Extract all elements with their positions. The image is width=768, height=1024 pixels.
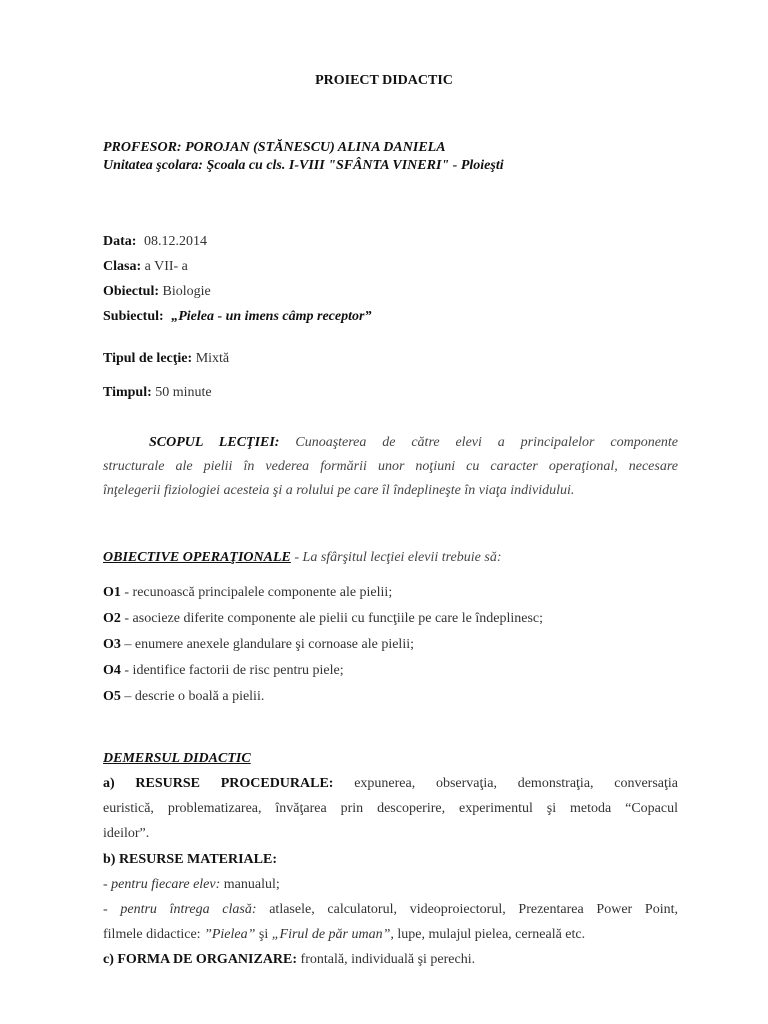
object-label: Obiectul: [103,284,159,299]
time-value: 50 minute [155,385,212,400]
demers-heading: DEMERSUL DIDACTIC [103,751,251,766]
object-value: Biologie [162,284,211,299]
per-student-text: manualul; [220,877,280,892]
subject-value: „Pielea - un imens câmp receptor” [171,309,372,324]
procedural-resources-line-2: euristică, problematizarea, învăţarea prin descoperire, experimentul şi metoda “Copacul [103,801,678,816]
objective-text: – enumere anexele glandulare şi cornoase ale pielii; [120,637,414,652]
objective-code: O1 [103,585,121,600]
school-unit: Unitatea şcolara: Şcoala cu cls. I-VIII "SFÂNTA VINERI" - Ploieşti [103,158,504,173]
date-value: 08.12.2014 [143,234,207,249]
lesson-type-row [103,350,229,368]
material-resources-label: b) RESURSE MATERIALE: [103,852,277,867]
scope-line-2: structurale ale pielii în vederea formării unor noţiuni cu caracter operaţional, necesare [103,459,678,474]
time-label: Timpul: [103,385,152,400]
objective-item [103,662,344,680]
objective-code: O5 [103,689,121,704]
procedural-resources-line-3: ideilor”. [103,826,150,841]
class-value: a VII- a [144,259,188,274]
objective-code: O3 [103,637,121,652]
scope-label: SCOPUL LECŢIEI: [149,435,280,450]
films-conjunction: şi [255,927,272,942]
material-resources-line-3 [103,926,585,944]
date-label: Data: [103,234,137,249]
objective-text: - identifice factorii de risc pentru piele; [120,663,344,678]
per-student-label: - pentru fiecare elev: [103,877,221,892]
lesson-type-label: Tipul de lecţie: [103,351,193,366]
subject-label: Subiectul: [103,309,164,324]
scope-text-1: Cunoaşterea de către elevi a principalelor componente [295,435,679,450]
object-row [103,283,211,301]
objective-item [103,688,264,706]
films-prefix: filmele didactice: [103,927,205,942]
teacher-name: PROFESOR: POROJAN (STĂNESCU) ALINA DANIELA [103,140,446,155]
film-pielea: ”Pielea” [204,927,256,942]
organization-form-row [103,951,475,969]
whole-class-label: - pentru întrega clasă: [103,902,257,917]
procedural-resources-line-1 [103,775,678,793]
objectives-heading: OBIECTIVE OPERAŢIONALE [103,550,291,565]
objective-item [103,584,392,602]
scope-line-3: înţelegerii fiziologiei acesteia şi a rolului pe care îl îndeplineşte în viaţa individului. [103,483,575,498]
date-row [103,233,207,251]
procedural-resources-text-1: expunerea, observaţia, demonstraţia, conversaţia [354,776,679,791]
subject-row [103,308,371,326]
film-firul-de-par: „Firul de păr uman”, [271,927,394,942]
class-label: Clasa: [103,259,142,274]
scope-line-1 [149,434,678,452]
objectives-intro: - La sfârşitul lecţiei elevii trebuie să: [290,550,502,565]
objective-code: O2 [103,611,121,626]
procedural-resources-label: a) RESURSE PROCEDURALE: [103,776,334,791]
class-row [103,258,188,276]
objective-item [103,636,414,654]
organization-form-label: c) FORMA DE ORGANIZARE: [103,952,298,967]
films-suffix: lupe, mulajul pielea, cerneală etc. [393,927,586,942]
objective-text: – descrie o boală a pielii. [120,689,265,704]
objective-code: O4 [103,663,121,678]
objective-text: - asocieze diferite componente ale pielii cu funcţiile pe care le îndeplinesc; [120,611,544,626]
objectives-heading-row [103,549,501,567]
document-title: PROIECT DIDACTIC [315,73,453,88]
objective-text: - recunoască principalele componente ale pielii; [120,585,393,600]
material-resources-line-1 [103,876,280,894]
time-row [103,384,212,402]
whole-class-text: atlasele, calculatorul, videoproiectorul, Prezentarea Power Point, [256,902,678,917]
organization-form-text: frontală, individuală şi perechi. [297,952,476,967]
objective-item [103,610,543,628]
lesson-type-value: Mixtă [195,351,230,366]
material-resources-line-2 [103,901,678,919]
